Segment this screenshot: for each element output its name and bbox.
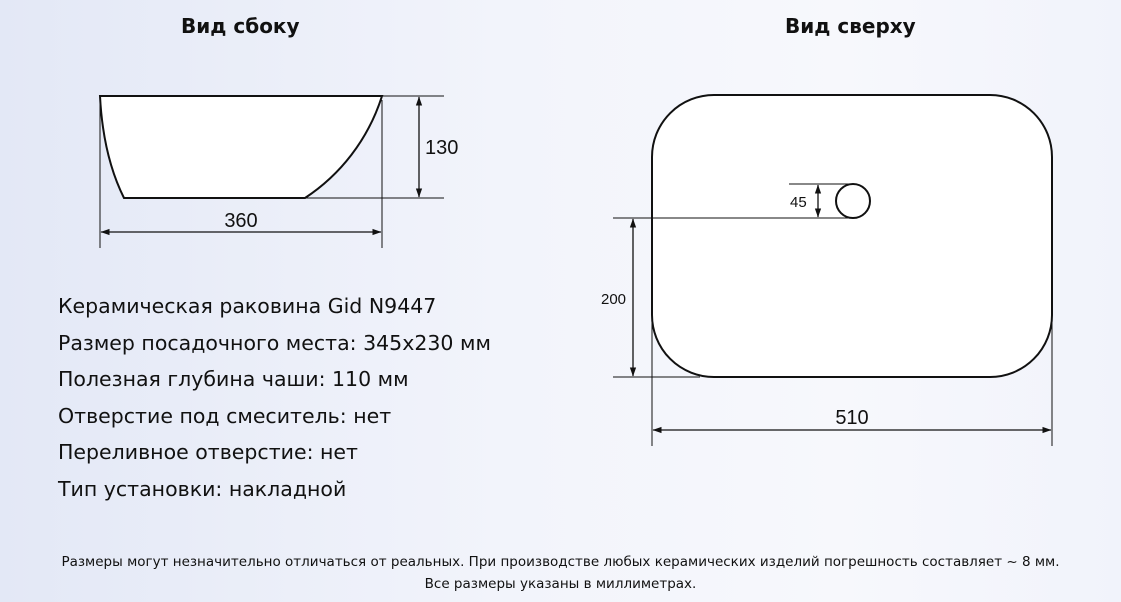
side-view: [100, 96, 458, 248]
spec-faucet-hole: Отверстие под смеситель: нет: [58, 403, 392, 428]
side-height-label: 130: [425, 137, 459, 159]
basin-top-outline: [652, 95, 1052, 377]
hole-diameter-label: 45: [790, 194, 807, 211]
top-view-title: Вид сверху: [785, 14, 916, 38]
spec-installation-type: Тип установки: накладной: [58, 476, 347, 501]
basin-side-profile: [100, 96, 382, 198]
top-width-label: 510: [835, 407, 869, 429]
disclaimer-line-1: Размеры могут незначительно отличаться от реальных. При производстве любых керамических изделий погрешность составляет ~ 8 мм.: [61, 554, 1060, 570]
spec-model: Керамическая раковина Gid N9447: [58, 294, 437, 318]
side-width-label: 360: [224, 210, 258, 232]
side-view-title: Вид сбоку: [181, 14, 300, 38]
spec-list: [58, 288, 491, 507]
drain-hole: [836, 184, 870, 218]
top-view: [601, 95, 1052, 446]
spec-overflow: Переливное отверстие: нет: [58, 440, 358, 464]
spec-bowl-depth: Полезная глубина чаши: 110 мм: [58, 367, 409, 391]
disclaimer-line-2: Все размеры указаны в миллиметрах.: [424, 576, 697, 592]
hole-offset-label: 200: [601, 291, 627, 308]
spec-mounting-size: Размер посадочного места: 345x230 мм: [58, 330, 491, 355]
